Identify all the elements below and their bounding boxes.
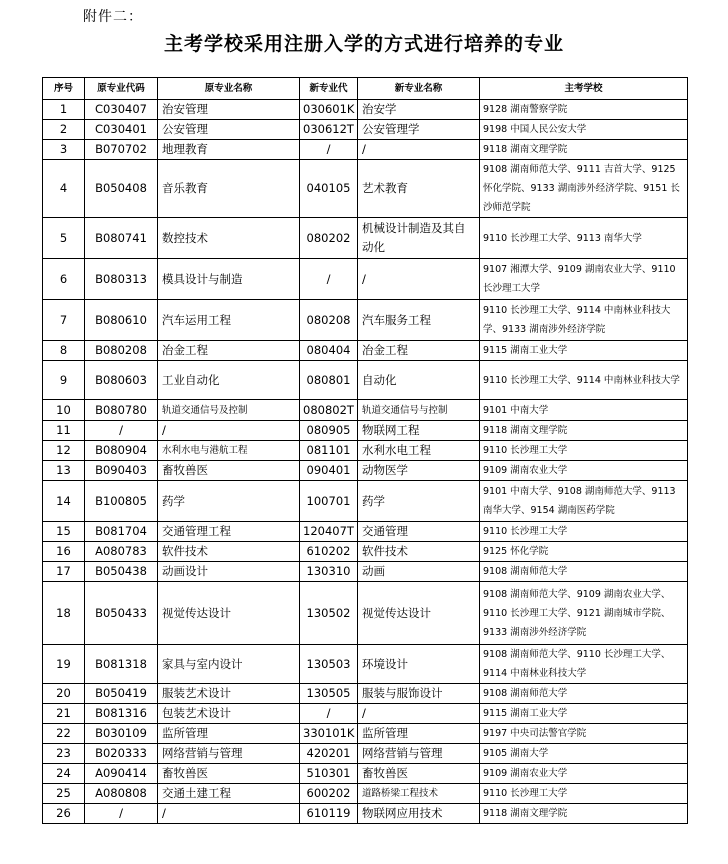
header-school: 主考学校 xyxy=(480,78,688,100)
cell-old-name: 畜牧兽医 xyxy=(158,764,300,784)
cell-new-code: 100701 xyxy=(300,481,358,522)
cell-old-code: C030407 xyxy=(85,100,158,120)
cell-new-code: 120407T xyxy=(300,522,358,542)
cell-new-name: 轨道交通信号与控制 xyxy=(358,400,480,421)
cell-school: 9108 湖南师范大学、9109 湖南农业大学、9110 长沙理工大学、9121 湖南城市学院、9133 湖南涉外经济学院 xyxy=(480,582,688,645)
cell-old-name: 音乐教育 xyxy=(158,160,300,218)
cell-new-code: / xyxy=(300,259,358,300)
cell-new-code: 080404 xyxy=(300,341,358,361)
header-old-name: 原专业名称 xyxy=(158,78,300,100)
cell-old-code: B080741 xyxy=(85,218,158,259)
cell-school: 9110 长沙理工大学 xyxy=(480,522,688,542)
cell-school: 9108 湖南师范大学、9111 吉首大学、9125 怀化学院、9133 湖南涉外经济学院、9151 长沙师范学院 xyxy=(480,160,688,218)
cell-no: 19 xyxy=(43,645,85,684)
cell-new-code: 080801 xyxy=(300,361,358,400)
attachment-label: 附件二： xyxy=(83,9,143,25)
table-row xyxy=(43,582,688,645)
cell-old-name: 动画设计 xyxy=(158,562,300,582)
cell-school: 9128 湖南警察学院 xyxy=(480,100,688,120)
cell-new-code: 080208 xyxy=(300,300,358,341)
cell-school: 9107 湘潭大学、9109 湖南农业大学、9110 长沙理工大学 xyxy=(480,259,688,300)
cell-school: 9108 湖南师范大学、9110 长沙理工大学、9114 中南林业科技大学 xyxy=(480,645,688,684)
cell-school: 9110 长沙理工大学 xyxy=(480,441,688,461)
cell-school: 9118 湖南文理学院 xyxy=(480,140,688,160)
table-row xyxy=(43,764,688,784)
cell-old-name: 畜牧兽医 xyxy=(158,461,300,481)
cell-old-name: 交通管理工程 xyxy=(158,522,300,542)
cell-school: 9118 湖南文理学院 xyxy=(480,804,688,824)
cell-old-code: B050408 xyxy=(85,160,158,218)
cell-old-name: 服装艺术设计 xyxy=(158,684,300,704)
cell-old-code: B080208 xyxy=(85,341,158,361)
cell-new-code: 600202 xyxy=(300,784,358,804)
cell-no: 1 xyxy=(43,100,85,120)
table-row xyxy=(43,542,688,562)
table-row xyxy=(43,461,688,481)
cell-new-code: 040105 xyxy=(300,160,358,218)
cell-old-name: 交通土建工程 xyxy=(158,784,300,804)
cell-old-name: / xyxy=(158,804,300,824)
table-row xyxy=(43,704,688,724)
cell-new-code: 420201 xyxy=(300,744,358,764)
cell-no: 14 xyxy=(43,481,85,522)
cell-no: 8 xyxy=(43,341,85,361)
cell-old-code: / xyxy=(85,421,158,441)
cell-new-name: 冶金工程 xyxy=(358,341,480,361)
cell-no: 5 xyxy=(43,218,85,259)
cell-new-name: 动画 xyxy=(358,562,480,582)
cell-school: 9101 中南大学 xyxy=(480,400,688,421)
table-row xyxy=(43,361,688,400)
table-row xyxy=(43,441,688,461)
cell-old-code: B050438 xyxy=(85,562,158,582)
cell-old-name: 软件技术 xyxy=(158,542,300,562)
cell-old-code: B081704 xyxy=(85,522,158,542)
cell-school: 9105 湖南大学 xyxy=(480,744,688,764)
document-title: 主考学校采用注册入学的方式进行培养的专业 xyxy=(163,33,564,55)
cell-no: 16 xyxy=(43,542,85,562)
cell-no: 21 xyxy=(43,704,85,724)
cell-new-name: 网络营销与管理 xyxy=(358,744,480,764)
cell-old-code: B090403 xyxy=(85,461,158,481)
cell-old-name: 汽车运用工程 xyxy=(158,300,300,341)
table-row xyxy=(43,341,688,361)
cell-new-name: 汽车服务工程 xyxy=(358,300,480,341)
cell-no: 4 xyxy=(43,160,85,218)
cell-old-code: B030109 xyxy=(85,724,158,744)
table-row xyxy=(43,645,688,684)
cell-new-code: 030612T xyxy=(300,120,358,140)
cell-new-code: / xyxy=(300,704,358,724)
cell-no: 20 xyxy=(43,684,85,704)
cell-new-code: 610119 xyxy=(300,804,358,824)
header-new-name: 新专业名称 xyxy=(358,78,480,100)
cell-new-code: 030601K xyxy=(300,100,358,120)
cell-no: 7 xyxy=(43,300,85,341)
cell-new-name: 动物医学 xyxy=(358,461,480,481)
cell-old-code: / xyxy=(85,804,158,824)
cell-new-code: 080802T xyxy=(300,400,358,421)
cell-new-name: 药学 xyxy=(358,481,480,522)
table-row xyxy=(43,140,688,160)
cell-no: 17 xyxy=(43,562,85,582)
table-row xyxy=(43,562,688,582)
cell-new-name: 环境设计 xyxy=(358,645,480,684)
cell-old-name: 公安管理 xyxy=(158,120,300,140)
cell-school: 9110 长沙理工大学、9114 中南林业科技大学、9133 湖南涉外经济学院 xyxy=(480,300,688,341)
cell-old-code: B070702 xyxy=(85,140,158,160)
cell-old-name: / xyxy=(158,421,300,441)
cell-old-name: 药学 xyxy=(158,481,300,522)
cell-no: 6 xyxy=(43,259,85,300)
cell-old-name: 冶金工程 xyxy=(158,341,300,361)
cell-new-code: 130503 xyxy=(300,645,358,684)
cell-old-code: B081316 xyxy=(85,704,158,724)
cell-no: 3 xyxy=(43,140,85,160)
cell-no: 10 xyxy=(43,400,85,421)
cell-school: 9110 长沙理工大学、9113 南华大学 xyxy=(480,218,688,259)
cell-school: 9110 长沙理工大学、9114 中南林业科技大学 xyxy=(480,361,688,400)
cell-old-code: B080904 xyxy=(85,441,158,461)
cell-school: 9125 怀化学院 xyxy=(480,542,688,562)
cell-new-name: / xyxy=(358,140,480,160)
cell-school: 9109 湖南农业大学 xyxy=(480,461,688,481)
cell-old-name: 包装艺术设计 xyxy=(158,704,300,724)
cell-old-name: 家具与室内设计 xyxy=(158,645,300,684)
cell-old-code: B100805 xyxy=(85,481,158,522)
cell-no: 12 xyxy=(43,441,85,461)
table-row xyxy=(43,218,688,259)
cell-old-code: B080780 xyxy=(85,400,158,421)
cell-new-name: 机械设计制造及其自动化 xyxy=(358,218,480,259)
cell-new-name: 治安学 xyxy=(358,100,480,120)
cell-old-name: 视觉传达设计 xyxy=(158,582,300,645)
cell-school: 9108 湖南师范大学 xyxy=(480,684,688,704)
cell-new-code: 130505 xyxy=(300,684,358,704)
cell-old-name: 地理教育 xyxy=(158,140,300,160)
cell-new-code: 130310 xyxy=(300,562,358,582)
cell-no: 2 xyxy=(43,120,85,140)
cell-school: 9115 湖南工业大学 xyxy=(480,704,688,724)
cell-new-name: 水利水电工程 xyxy=(358,441,480,461)
cell-new-code: / xyxy=(300,140,358,160)
table-row xyxy=(43,421,688,441)
cell-old-code: B081318 xyxy=(85,645,158,684)
cell-no: 22 xyxy=(43,724,85,744)
cell-old-code: C030401 xyxy=(85,120,158,140)
cell-no: 24 xyxy=(43,764,85,784)
cell-new-code: 080202 xyxy=(300,218,358,259)
cell-new-name: 物联网工程 xyxy=(358,421,480,441)
cell-new-name: / xyxy=(358,259,480,300)
cell-old-code: B020333 xyxy=(85,744,158,764)
cell-new-name: / xyxy=(358,704,480,724)
cell-old-name: 治安管理 xyxy=(158,100,300,120)
table-row xyxy=(43,300,688,341)
cell-old-name: 模具设计与制造 xyxy=(158,259,300,300)
cell-new-code: 130502 xyxy=(300,582,358,645)
cell-new-code: 081101 xyxy=(300,441,358,461)
majors-table xyxy=(42,77,688,824)
cell-old-code: A080783 xyxy=(85,542,158,562)
table-row xyxy=(43,784,688,804)
header-no: 序号 xyxy=(43,78,85,100)
cell-school: 9118 湖南文理学院 xyxy=(480,421,688,441)
cell-school: 9198 中国人民公安大学 xyxy=(480,120,688,140)
cell-school: 9197 中央司法警官学院 xyxy=(480,724,688,744)
table-row xyxy=(43,522,688,542)
table-row xyxy=(43,804,688,824)
cell-new-name: 自动化 xyxy=(358,361,480,400)
cell-new-code: 080905 xyxy=(300,421,358,441)
header-new-code: 新专业代 xyxy=(300,78,358,100)
table-row xyxy=(43,259,688,300)
table-header-row xyxy=(43,78,688,100)
header-old-code: 原专业代码 xyxy=(85,78,158,100)
cell-no: 18 xyxy=(43,582,85,645)
table-row xyxy=(43,120,688,140)
cell-old-code: A090414 xyxy=(85,764,158,784)
table-row xyxy=(43,684,688,704)
cell-new-name: 视觉传达设计 xyxy=(358,582,480,645)
cell-no: 11 xyxy=(43,421,85,441)
cell-old-name: 水利水电与港航工程 xyxy=(158,441,300,461)
cell-new-name: 公安管理学 xyxy=(358,120,480,140)
cell-old-code: B080313 xyxy=(85,259,158,300)
cell-new-name: 软件技术 xyxy=(358,542,480,562)
cell-no: 13 xyxy=(43,461,85,481)
cell-school: 9115 湖南工业大学 xyxy=(480,341,688,361)
cell-new-name: 道路桥梁工程技术 xyxy=(358,784,480,804)
cell-school: 9110 长沙理工大学 xyxy=(480,784,688,804)
table-row xyxy=(43,481,688,522)
cell-school: 9108 湖南师范大学 xyxy=(480,562,688,582)
table-row xyxy=(43,400,688,421)
cell-old-code: B050419 xyxy=(85,684,158,704)
cell-new-name: 物联网应用技术 xyxy=(358,804,480,824)
cell-old-name: 工业自动化 xyxy=(158,361,300,400)
table-row xyxy=(43,100,688,120)
cell-new-code: 610202 xyxy=(300,542,358,562)
table-row xyxy=(43,744,688,764)
cell-no: 25 xyxy=(43,784,85,804)
cell-no: 15 xyxy=(43,522,85,542)
cell-new-name: 艺术教育 xyxy=(358,160,480,218)
cell-old-code: B050433 xyxy=(85,582,158,645)
cell-old-code: A080808 xyxy=(85,784,158,804)
cell-no: 23 xyxy=(43,744,85,764)
cell-new-code: 330101K xyxy=(300,724,358,744)
cell-no: 9 xyxy=(43,361,85,400)
cell-school: 9109 湖南农业大学 xyxy=(480,764,688,784)
table-row xyxy=(43,724,688,744)
cell-new-name: 服装与服饰设计 xyxy=(358,684,480,704)
cell-new-name: 监所管理 xyxy=(358,724,480,744)
cell-old-name: 轨道交通信号及控制 xyxy=(158,400,300,421)
cell-no: 26 xyxy=(43,804,85,824)
cell-old-name: 监所管理 xyxy=(158,724,300,744)
cell-old-name: 数控技术 xyxy=(158,218,300,259)
cell-new-name: 交通管理 xyxy=(358,522,480,542)
cell-school: 9101 中南大学、9108 湖南师范大学、9113 南华大学、9154 湖南医药学院 xyxy=(480,481,688,522)
cell-old-name: 网络营销与管理 xyxy=(158,744,300,764)
cell-new-name: 畜牧兽医 xyxy=(358,764,480,784)
cell-old-code: B080610 xyxy=(85,300,158,341)
cell-new-code: 510301 xyxy=(300,764,358,784)
cell-old-code: B080603 xyxy=(85,361,158,400)
table-row xyxy=(43,160,688,218)
cell-new-code: 090401 xyxy=(300,461,358,481)
